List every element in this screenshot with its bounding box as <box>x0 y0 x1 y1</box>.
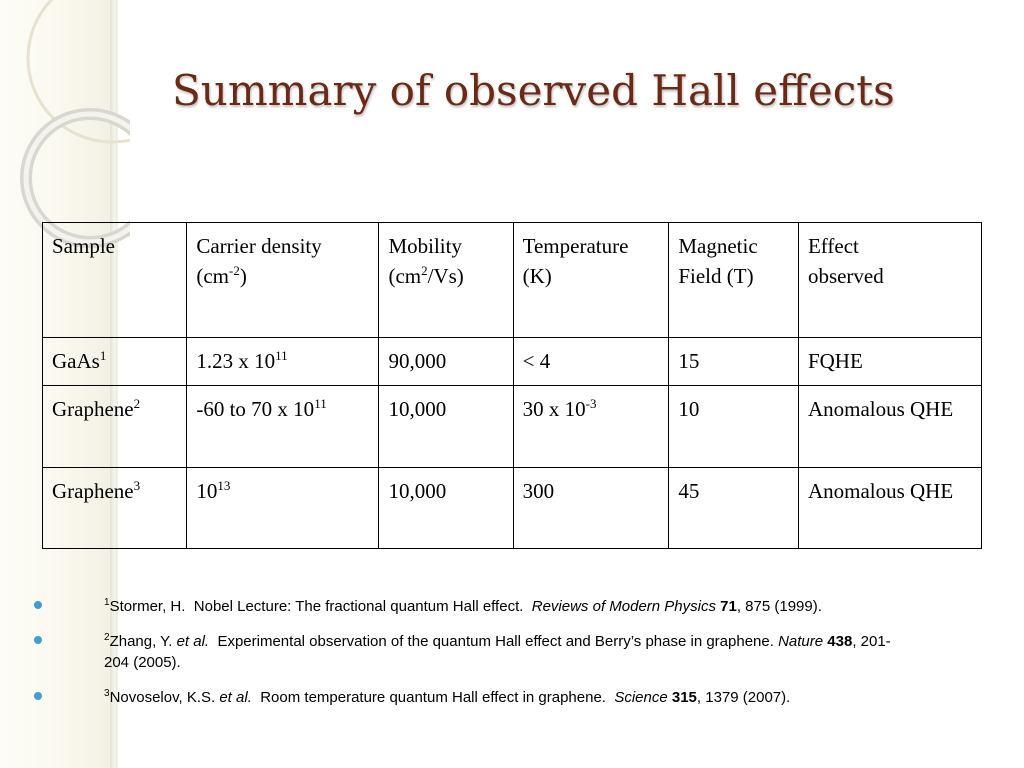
header-temperature-line1: Temperature <box>522 234 629 258</box>
bullet-icon <box>34 692 42 700</box>
header-mobility <box>379 223 513 338</box>
sample-name: GaAs <box>52 349 100 373</box>
header-density-exponent: -2 <box>229 263 240 278</box>
header-magnetic-field <box>669 223 799 338</box>
header-sample-text: Sample <box>52 234 115 258</box>
reference-title: Nobel Lecture: The fractional quantum Hall effect. <box>193 598 524 615</box>
header-mobility-unit: (cm <box>388 264 422 288</box>
density-exponent: 11 <box>314 396 327 411</box>
reference-journal: Reviews of Modern Physics <box>531 598 716 615</box>
reference-volume: 438 <box>827 633 853 650</box>
table-header-row <box>43 223 982 338</box>
cell-temperature <box>513 386 669 468</box>
reference-pages-year: , 875 (1999). <box>736 598 822 615</box>
bullet-icon <box>34 636 42 644</box>
reference-marker: 1 <box>99 348 107 363</box>
cell-carrier-density <box>187 338 379 386</box>
reference-journal: Science <box>614 689 668 706</box>
header-temperature-line2: (K) <box>522 264 552 288</box>
reference-et-al: et al. <box>176 633 210 650</box>
header-density-line1: Carrier density <box>196 234 322 258</box>
reference-item <box>34 687 914 708</box>
header-effect-line2: observed <box>807 264 884 288</box>
reference-authors: Stormer, H. <box>109 598 186 615</box>
temperature-exponent: -3 <box>585 396 597 411</box>
cell-carrier-density <box>187 386 379 468</box>
density-value: -60 to 70 x 10 <box>196 397 315 421</box>
header-temperature <box>513 223 669 338</box>
cell-temperature <box>513 338 669 386</box>
table-row <box>43 468 982 549</box>
cell-effect: FQHE <box>798 338 981 386</box>
cell-magnetic-field: 10 <box>669 386 799 468</box>
density-value: 10 <box>196 479 218 503</box>
cell-mobility: 10,000 <box>379 386 513 468</box>
decorative-circles <box>0 0 130 260</box>
density-exponent: 11 <box>275 348 288 363</box>
cell-sample <box>43 386 187 468</box>
reference-number: 1 <box>104 597 110 608</box>
cell-magnetic-field: 45 <box>669 468 799 549</box>
slide-title: Summary of observed Hall effects <box>172 66 895 115</box>
sample-name: Graphene <box>52 397 134 421</box>
hall-effects-table <box>42 222 982 549</box>
density-exponent: 13 <box>217 478 231 493</box>
header-sample <box>43 223 187 338</box>
density-value: 1.23 x 10 <box>196 349 276 373</box>
cell-mobility: 90,000 <box>379 338 513 386</box>
cell-carrier-density <box>187 468 379 549</box>
header-mobility-exponent: 2 <box>421 263 428 278</box>
bullet-icon <box>34 601 42 609</box>
table-row <box>43 338 982 386</box>
reference-et-al: et al. <box>219 689 252 706</box>
reference-pages-year: , 1379 (2007). <box>696 689 791 706</box>
references-list <box>34 596 914 722</box>
reference-authors: Zhang, Y. <box>109 633 173 650</box>
header-field-line1: Magnetic <box>678 234 758 258</box>
header-carrier-density <box>187 223 379 338</box>
reference-marker: 3 <box>133 478 141 493</box>
reference-volume: 71 <box>720 598 737 615</box>
sample-name: Graphene <box>52 479 134 503</box>
cell-effect: Anomalous QHE <box>798 468 981 549</box>
reference-journal: Nature <box>778 633 824 650</box>
header-mobility-close: /Vs) <box>427 264 464 288</box>
reference-item <box>34 631 914 673</box>
cell-temperature <box>513 468 669 549</box>
cell-sample <box>43 338 187 386</box>
reference-pages-year: , 201-204 (2005). <box>104 633 891 671</box>
header-density-unit: (cm <box>196 264 230 288</box>
reference-marker: 2 <box>133 396 141 411</box>
temperature-value: 30 x 10 <box>522 397 586 421</box>
header-effect-observed <box>798 223 981 338</box>
table-row <box>43 386 982 468</box>
temperature-value: 300 <box>522 479 555 503</box>
reference-title: Experimental observation of the quantum Hall effect and Berry’s phase in graphene. <box>217 633 774 650</box>
header-density-close: ) <box>239 264 247 288</box>
reference-volume: 315 <box>671 689 697 706</box>
cell-mobility: 10,000 <box>379 468 513 549</box>
temperature-value: < 4 <box>522 349 551 373</box>
reference-authors: Novoselov, K.S. <box>109 689 216 706</box>
cell-effect: Anomalous QHE <box>798 386 981 468</box>
cell-sample <box>43 468 187 549</box>
reference-title: Room temperature quantum Hall effect in graphene. <box>260 689 606 706</box>
reference-item <box>34 596 914 617</box>
header-mobility-line1: Mobility <box>388 234 462 258</box>
header-field-line2: Field (T) <box>678 264 754 288</box>
reference-number: 3 <box>104 688 110 699</box>
header-effect-line1: Effect <box>807 234 859 258</box>
reference-number: 2 <box>104 632 110 643</box>
cell-magnetic-field: 15 <box>669 338 799 386</box>
